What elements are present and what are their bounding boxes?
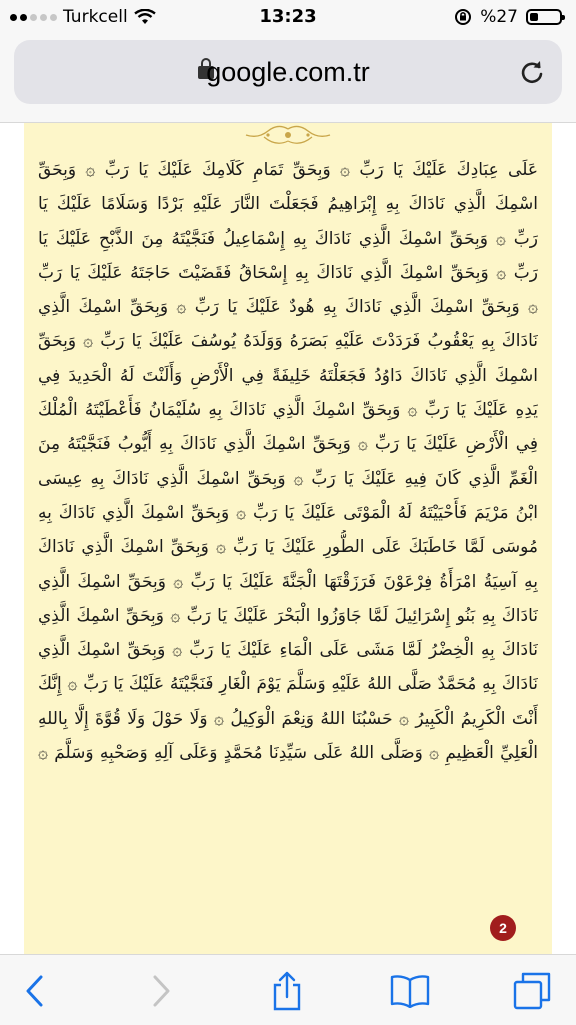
- prayer-line: نَادَاكَ بِهِ بَنُو إِسْرَائِيلَ لَمَّا جَاوَزُوا الْبَحْرَ عَلَيْكَ يَا رَبِّ ۞ وَبِحَقِّ اسْمِكَ الَّذِي: [38, 605, 538, 626]
- battery-percent: %27: [480, 7, 518, 27]
- prayer-line: نَادَاكَ بِهِ مُحَمَّدٌ صَلَّى اللهُ عَلَيْهِ وَسَلَّمَ يَوْمَ الْغَارِ فَنَجَّيْتَهُ عَلَيْكَ يَا رَبِّ ۞ إِنَّكَ: [38, 674, 538, 695]
- prayer-line: يَدِهِ عَلَيْكَ يَا رَبِّ ۞ وَبِحَقِّ اسْمِكَ الَّذِي نَادَاكَ بِهِ سُلَيْمَانُ فَأَعْطَيْتَهُ الْمُلْكَ: [38, 400, 538, 421]
- browser-header: [0, 34, 576, 123]
- share-icon: [271, 971, 303, 1011]
- carrier-name: Turkcell: [63, 7, 128, 27]
- prayer-line: اسْمِكَ الَّذِي نَادَاكَ دَاوُدُ فَجَعَلْتَهُ خَلِيفَةً فِي الْأَرْضِ وَأَلَنْتَ لَهُ الْحَدِيدَ فِي: [38, 365, 538, 386]
- prayer-line: بِهِ آسِيَةُ امْرَأَةُ فِرْعَوْنَ فَرَزَقْتَهَا الْجَنَّةَ عَلَيْكَ يَا رَبِّ ۞ وَبِحَقِّ اسْمِكَ الَّذِي: [38, 571, 538, 592]
- browser-toolbar: [0, 954, 576, 1025]
- forward-button[interactable]: [142, 971, 182, 1011]
- forward-icon: [151, 974, 173, 1008]
- back-icon: [23, 974, 45, 1008]
- status-bar: [0, 0, 576, 34]
- ornament-header-icon: [238, 125, 338, 145]
- bookmarks-button[interactable]: [390, 971, 430, 1011]
- address-bar[interactable]: [14, 40, 562, 104]
- battery-icon: [526, 9, 562, 25]
- share-button[interactable]: [267, 971, 307, 1011]
- prayer-line: الْغَمِّ الَّذِي كَانَ فِيهِ عَلَيْكَ يَا رَبِّ ۞ وَبِحَقِّ اسْمِكَ الَّذِي نَادَاكَ بِهِ عِيسَى: [38, 468, 538, 489]
- tabs-icon: [513, 972, 551, 1010]
- prayer-line: عَلَى عِبَادِكَ عَلَيْكَ يَا رَبِّ ۞ وَبِحَقِّ تَمَامِ كَلَامِكَ عَلَيْكَ يَا رَبِّ ۞ وَبِحَقِّ: [38, 160, 538, 180]
- prayer-line: أَنْتَ الْكَرِيمُ الْكَبِيرُ ۞ حَسْبُنَا اللهُ وَنِعْمَ الْوَكِيلُ ۞ وَلَا حَوْلَ وَلَا قُوَّةَ إِلَّا بِاللهِ: [38, 708, 538, 729]
- url-text[interactable]: google.com.tr: [206, 57, 370, 87]
- prayer-line: الْعَلِيِّ الْعَظِيمِ ۞ وَصَلَّى اللهُ عَلَى سَيِّدِنَا مُحَمَّدٍ وَعَلَى آلِهِ وَصَحْبِهِ وَسَلَّمَ ۞: [38, 743, 538, 764]
- prayer-text: [38, 153, 538, 770]
- prayer-line: رَبِّ ۞ وَبِحَقِّ اسْمِكَ الَّذِي نَادَاكَ بِهِ إِسْمَاعِيلُ فَنَجَّيْتَهُ مِنَ الذَّبْحِ عَلَيْكَ يَا: [38, 228, 538, 249]
- prayer-page: [24, 123, 552, 954]
- prayer-line: نَادَاكَ بِهِ الْخِضْرُ لَمَّا مَشَى عَلَى الْمَاءِ عَلَيْكَ يَا رَبِّ ۞ وَبِحَقِّ اسْمِكَ الَّذِي: [38, 640, 538, 661]
- page-number-badge: 2: [490, 915, 516, 941]
- clock: 13:23: [259, 6, 317, 27]
- prayer-line: مُوسَى لَمَّا خَاطَبَكَ عَلَى الطُّورِ عَلَيْكَ يَا رَبِّ ۞ وَبِحَقِّ اسْمِكَ الَّذِي نَادَاكَ: [38, 537, 538, 558]
- prayer-line: رَبِّ ۞ وَبِحَقِّ اسْمِكَ الَّذِي نَادَاكَ بِهِ إِسْحَاقُ فَقَضَيْتَ حَاجَتَهُ عَلَيْكَ يَا رَبِّ: [38, 262, 538, 283]
- rotation-lock-icon: [454, 8, 472, 26]
- prayer-line: اسْمِكَ الَّذِي نَادَاكَ بِهِ إِبْرَاهِيمُ فَجَعَلْتَ النَّارَ عَلَيْهِ بَرْدًا وَسَلَامًا عَلَيْكَ يَا: [38, 194, 538, 215]
- battery-info: [454, 7, 562, 27]
- web-content: [0, 123, 576, 954]
- reload-icon[interactable]: [518, 58, 546, 86]
- prayer-line: نَادَاكَ بِهِ يَعْقُوبُ فَرَدَدْتَ عَلَيْهِ بَصَرَهُ وَوَلَدَهُ يُوسُفَ عَلَيْكَ يَا رَبِّ ۞ وَبِحَقِّ: [38, 331, 538, 352]
- prayer-line: ابْنُ مَرْيَمَ فَأَحْيَيْتَهُ لَهُ الْمَوْتَى عَلَيْكَ يَا رَبِّ ۞ وَبِحَقِّ اسْمِكَ الَّذِي نَادَاكَ بِهِ: [38, 502, 538, 523]
- prayer-line: فِي الْأَرْضِ عَلَيْكَ يَا رَبِّ ۞ وَبِحَقِّ اسْمِكَ الَّذِي نَادَاكَ بِهِ أَيُّوبُ فَنَجَّيْتَهُ مِنَ: [38, 434, 538, 455]
- bookmarks-icon: [390, 974, 430, 1008]
- tabs-button[interactable]: [512, 971, 552, 1011]
- back-button[interactable]: [14, 971, 54, 1011]
- prayer-line: ۞ وَبِحَقِّ اسْمِكَ الَّذِي نَادَاكَ بِهِ هُودٌ عَلَيْكَ يَا رَبِّ ۞ وَبِحَقِّ اسْمِكَ الَّذِي: [38, 297, 538, 318]
